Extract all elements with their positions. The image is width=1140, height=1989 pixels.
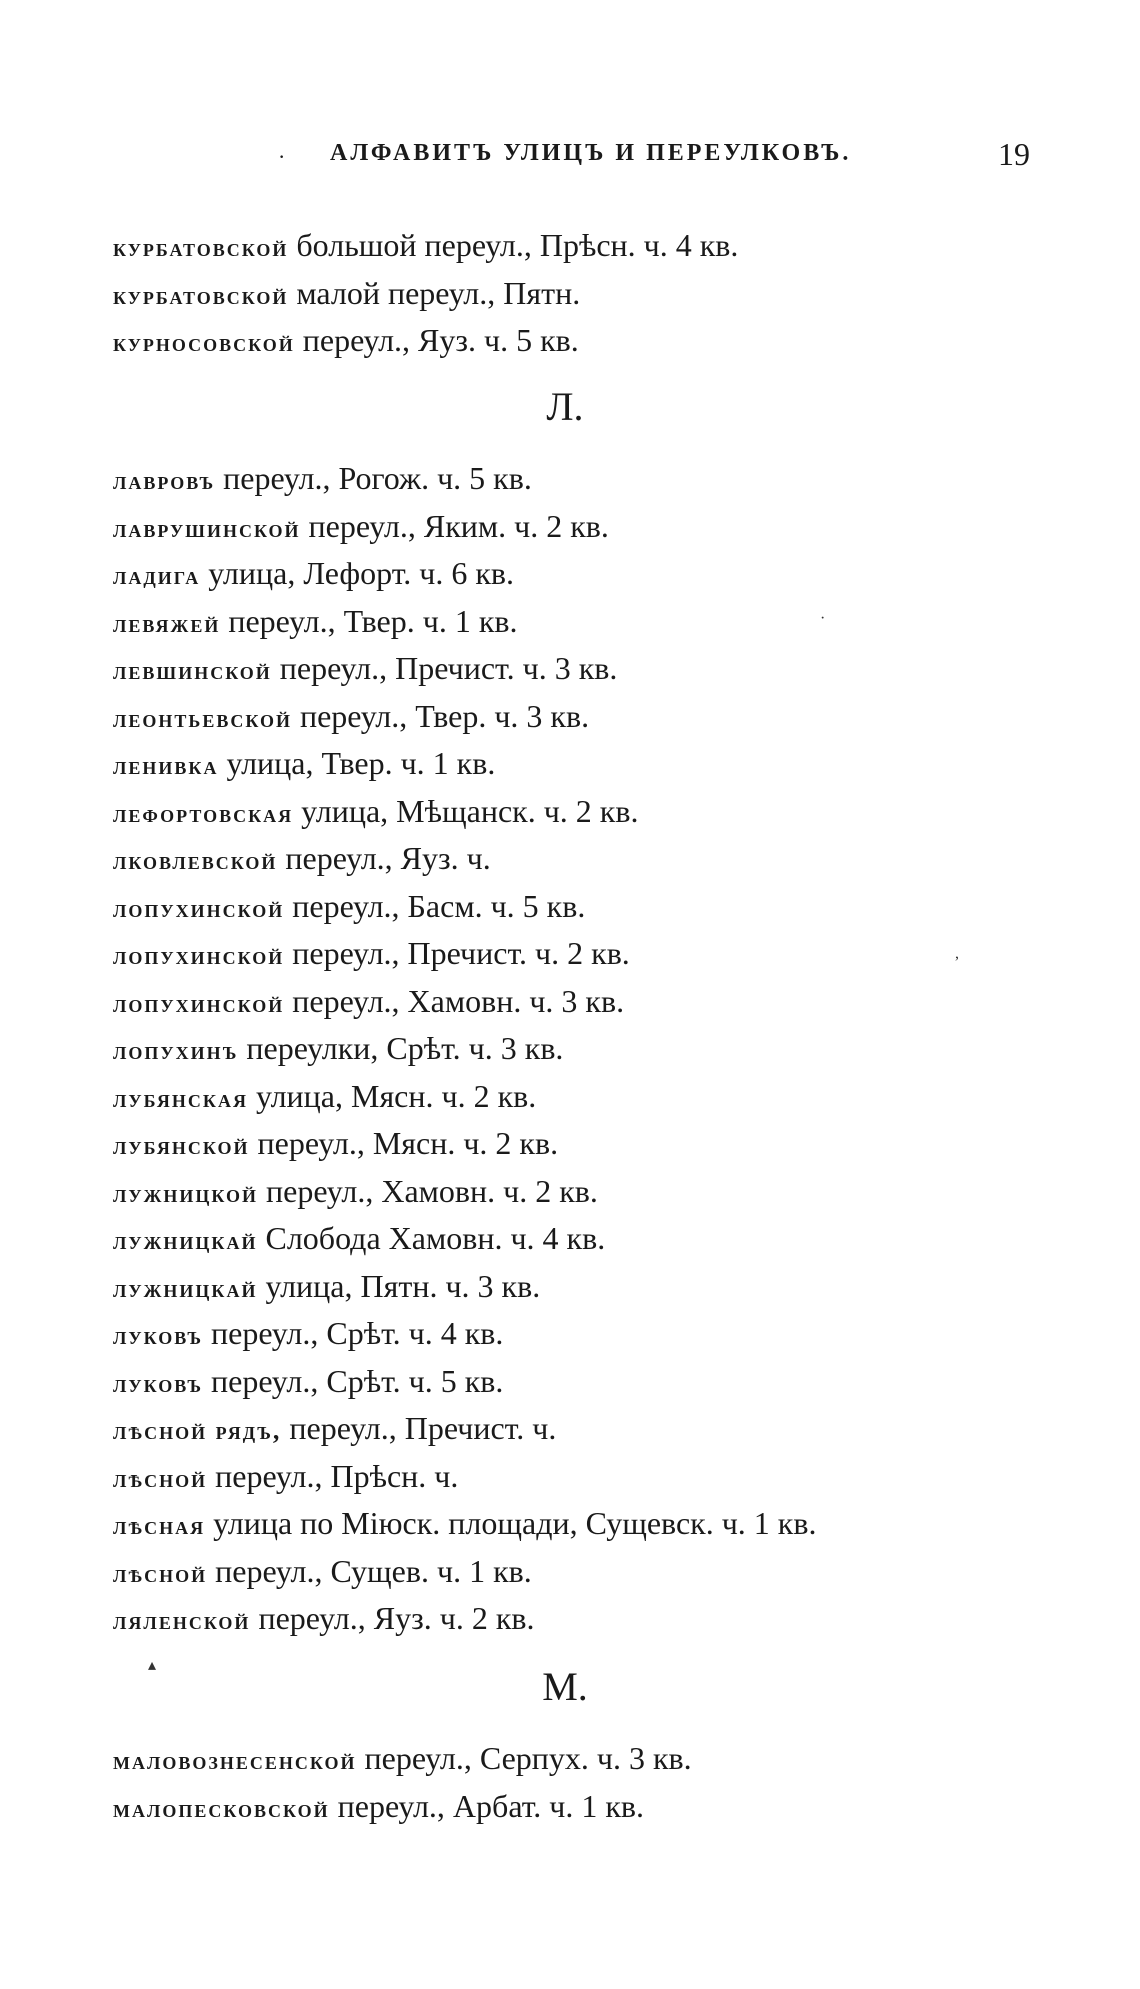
entry-location: переул., Серпух. ч. 3 кв. [356,1740,692,1776]
index-entry [113,791,638,834]
entry-location: улица, Мясн. ч. 2 кв. [247,1077,537,1114]
entry-headword: лопухинской [113,988,285,1018]
stray-mark: · [820,610,826,627]
index-entry [113,1456,458,1499]
entry-headword: малопесковской [113,1793,330,1823]
entry-location: переул., Пречист. ч. [281,1410,557,1446]
entry-location: переул., Срѣт. ч. 4 кв. [203,1315,504,1351]
index-entry [113,1123,558,1166]
entry-location: переул., Яуз. ч. [277,840,491,876]
entry-headword: луковъ [113,1321,204,1350]
entry-headword: ладига [113,561,201,590]
entry-headword: лѣсной [113,1558,208,1588]
entry-headword: лубянской [113,1131,250,1160]
index-entry [113,1028,563,1071]
entry-headword: левяжей [113,608,221,638]
entry-headword: леонтьевской [113,703,292,733]
entry-headword: лопухинской [113,941,285,970]
entry-location: переул., Твер. ч. 3 кв. [291,697,590,734]
index-entry [113,1408,556,1451]
entry-location: переул., Пречист. ч. 3 кв. [271,650,618,686]
index-entry [113,1171,598,1214]
index-entry [113,1786,644,1829]
entry-location: улица, Лефорт. ч. 6 кв. [200,555,515,591]
page-title: АЛФАВИТЪ УЛИЦЪ И ПЕРЕУЛКОВЪ. [330,140,852,166]
entry-headword: лопухинъ [113,1036,239,1065]
entry-location: улица, Мѣщанск. ч. 2 кв. [293,792,639,829]
index-entry [113,320,579,363]
index-entry [113,981,624,1024]
entry-location: переул., Яуз. ч. 2 кв. [250,1600,535,1636]
index-entry [113,1313,503,1356]
entry-headword: маловознесенской [113,1746,357,1775]
entry-headword: курбатовской [113,280,289,310]
index-entry [113,458,532,501]
index-entry [113,273,580,316]
entry-location: улица, Твер. ч. 1 кв. [218,745,496,781]
page-number: 19 [998,136,1030,172]
entry-headword: курносовской [113,328,295,357]
entry-location: переул., Сущев. ч. 1 кв. [207,1552,532,1589]
index-entry [113,648,617,691]
entry-location: переул., Прѣсн. ч. [207,1457,459,1494]
index-entry [113,553,514,596]
entry-headword: лаврушинской [113,513,301,543]
entry-location: улица, Пятн. ч. 3 кв. [257,1267,541,1304]
index-entry [113,1076,536,1119]
entry-location: Слобода Хамовн. ч. 4 кв. [257,1220,606,1256]
entry-headword: лубянская [113,1083,248,1113]
index-entry [113,601,517,644]
entry-headword: ляленской [113,1606,251,1635]
index-entry [113,838,491,881]
entry-location: переул., Яуз. ч. 5 кв. [294,322,579,358]
entry-location: большой переул., Прѣсн. ч. 4 кв. [288,227,739,263]
entry-headword: левшинской [113,656,272,685]
stray-mark: ▴ [148,1657,157,1674]
entry-headword: лавровъ [113,466,216,495]
stray-mark: , [955,945,959,962]
entry-headword: лужницкай [113,1226,258,1255]
entry-location: переул., Рогож. ч. 5 кв. [215,460,532,496]
entry-headword: луковъ [113,1368,204,1398]
index-entry [113,1361,503,1404]
entry-headword: ленивка [113,751,219,780]
index-entry [113,1551,532,1594]
index-entry [113,933,630,976]
entry-headword: лефортовская [113,798,294,828]
entry-location: переул., Срѣт. ч. 5 кв. [203,1362,504,1399]
entry-headword: лѣсная [113,1511,206,1540]
entry-headword: лѣсной [113,1463,208,1493]
index-entry [113,886,585,929]
entry-location: переул., Пречист. ч. 2 кв. [284,935,630,971]
index-entry [113,225,738,268]
entry-location: переул., Хамовн. ч. 3 кв. [284,982,625,1019]
section-letter: Л. [546,384,584,429]
entry-headword: лопухинской [113,893,285,923]
index-entry [113,1218,605,1261]
entry-headword: лужницкай [113,1273,258,1303]
entry-headword: курбатовской [113,233,289,262]
index-entry [113,696,589,739]
running-head [270,136,1030,180]
entry-location: улица по Міюск. площади, Сущевск. ч. 1 кв. [205,1505,817,1541]
index-entry [113,743,495,786]
entry-location: переул., Яким. ч. 2 кв. [300,507,609,544]
entry-location: переулки, Срѣт. ч. 3 кв. [238,1030,564,1066]
index-entry [113,1266,540,1309]
index-entry [113,1503,816,1546]
header-dot: · [278,144,286,169]
entry-location: переул., Твер. ч. 1 кв. [220,602,518,639]
entry-location: переул., Арбат. ч. 1 кв. [329,1787,645,1824]
index-entry [113,1738,692,1781]
entry-location: переул., Хамовн. ч. 2 кв. [258,1172,598,1209]
entry-headword: лужницкой [113,1178,259,1208]
entry-location: переул., Мясн. ч. 2 кв. [249,1125,559,1161]
entry-headword: лѣсной рядъ, [113,1416,282,1445]
entry-location: переул., Басм. ч. 5 кв. [284,887,586,924]
index-entry [113,1598,534,1641]
entry-location: малой переул., Пятн. [288,274,581,311]
section-letter: М. [542,1664,588,1709]
entry-headword: лковлевской [113,846,278,875]
index-entry [113,506,609,549]
